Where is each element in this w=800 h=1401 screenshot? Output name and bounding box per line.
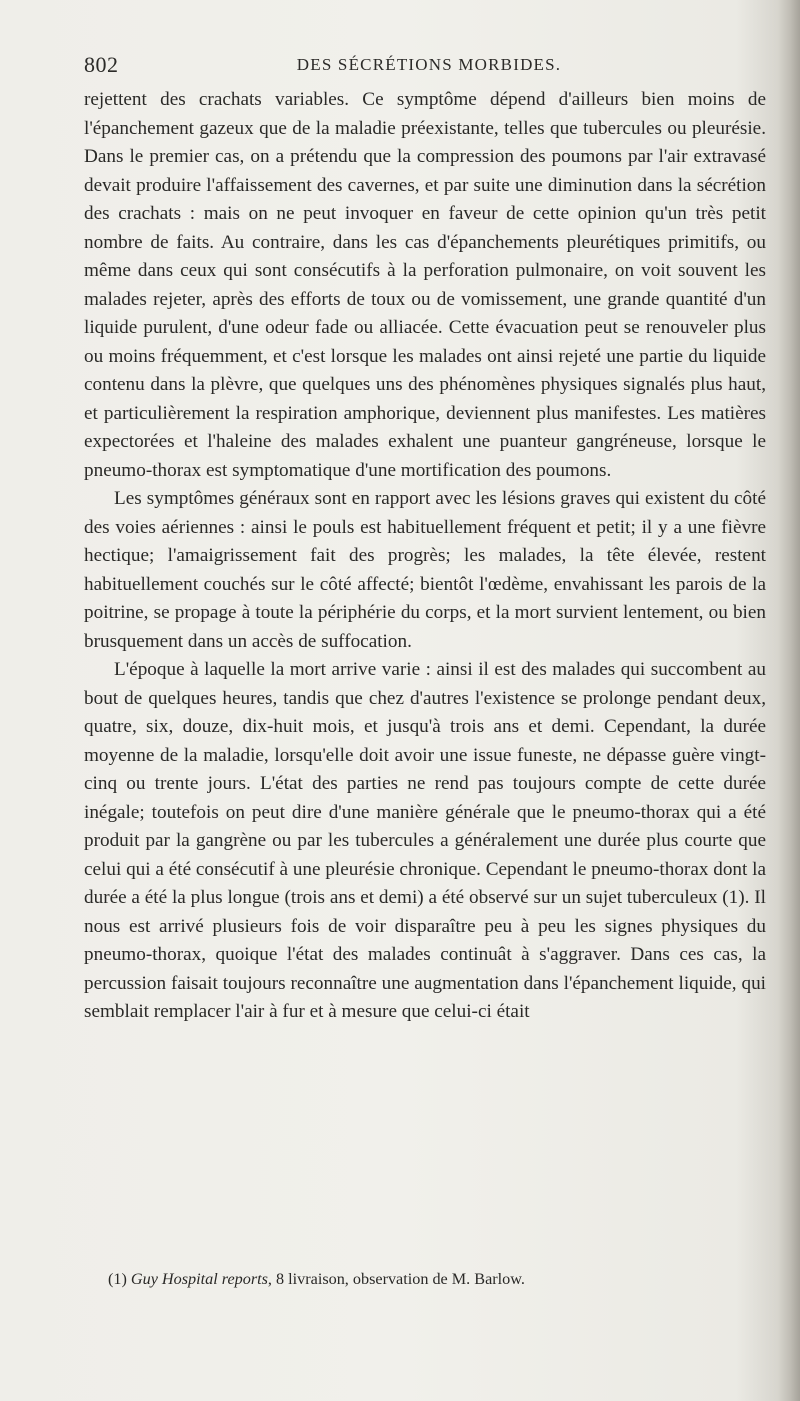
running-head: DES SÉCRÉTIONS MORBIDES. xyxy=(296,55,562,74)
page-number: 802 xyxy=(84,52,119,77)
paragraph-1: rejettent des crachats variables. Ce symptôme dépend d'ailleurs bien moins de l'épanchement gazeux que de la maladie préexistante, telles que tubercules ou pleurésie. Dans le premier cas, on a prétendu que la compression des poumons par l'air extravasé devait produire l'affaissement des cavernes, et par suite une diminution dans la sécrétion des crachats : mais on ne peut invoquer en faveur de cette opinion qu'un très petit nombre de faits. Au contraire, dans les cas d'épanchements pleurétiques primitifs, ou même dans ceux qui sont consécutifs à la perforation pulmonaire, on voit souvent les malades rejeter, après des efforts de toux ou de vomissement, une grande quantité d'un liquide purulent, d'une odeur fade ou alliacée. Cette évacuation peut se renouveler plus ou moins fréquemment, et c'est lorsque les malades ont ainsi rejeté une partie du liquide contenu dans la plèvre, que quelques uns des phénomènes physiques signalés plus haut, et particulièrement la respiration amphorique, deviennent plus manifestes. Les matières expectorées et l'haleine des malades exhalent une puanteur gangréneuse, lorsque le pneumo-thorax est symptomatique d'une mortification des poumons. xyxy=(84,89,766,481)
footnote-source: Guy Hospital reports xyxy=(130,1270,268,1288)
paragraph-3: L'époque à laquelle la mort arrive varie : ainsi il est des malades qui succombent au bout de quelques heures, tandis que chez d'autres l'existence se prolonge pendant deux, quatre, six, douze, dix-huit mois, et jusqu'à trois ans et demi. Cependant, la durée moyenne de la maladie, lorsqu'elle doit avoir une issue funeste, ne dépasse guère vingt-cinq ou trente jours. L'état des parties ne rend pas toujours compte de cette durée inégale; toutefois on peut dire d'une manière générale que le pneumo-thorax qui a été produit par la gangrène ou par les tubercules a généralement une durée plus courte que celui qui a été consécutif à une pleurésie chronique. Cependant le pneumo-thorax dont la durée a été la plus longue (trois ans et demi) a été observé sur un sujet tuberculeux (1). Il nous est arrivé plusieurs fois de voir disparaître peu à peu les signes physiques du pneumo-thorax, quoique l'état des malades continuât à s'aggraver. Dans ces cas, la percussion faisait toujours reconnaître une augmentation dans l'épanchement liquide, qui semblait remplacer l'air à fur et à mesure que celui-ci était xyxy=(84,659,766,1022)
footnote-text: , 8 livraison, observation de M. Barlow. xyxy=(267,1270,525,1288)
page-header xyxy=(84,52,774,82)
footnote-marker: (1) xyxy=(108,1270,127,1288)
body-text xyxy=(84,86,766,1027)
footnote xyxy=(108,1268,768,1290)
page-edge-shadow xyxy=(778,0,800,1401)
paragraph-2: Les symptômes généraux sont en rapport avec les lésions graves qui existent du côté des voies aériennes : ainsi le pouls est habituellement fréquent et petit; il y a une fièvre hectique; l'amaigrissement fait des progrès; les malades, la tête élevée, restent habituellement couchés sur le côté affecté; bientôt l'œdème, envahissant les parois de la poitrine, se propage à toute la périphérie du corps, et la mort survient lentement, ou bien brusquement dans un accès de suffocation. xyxy=(84,488,766,652)
